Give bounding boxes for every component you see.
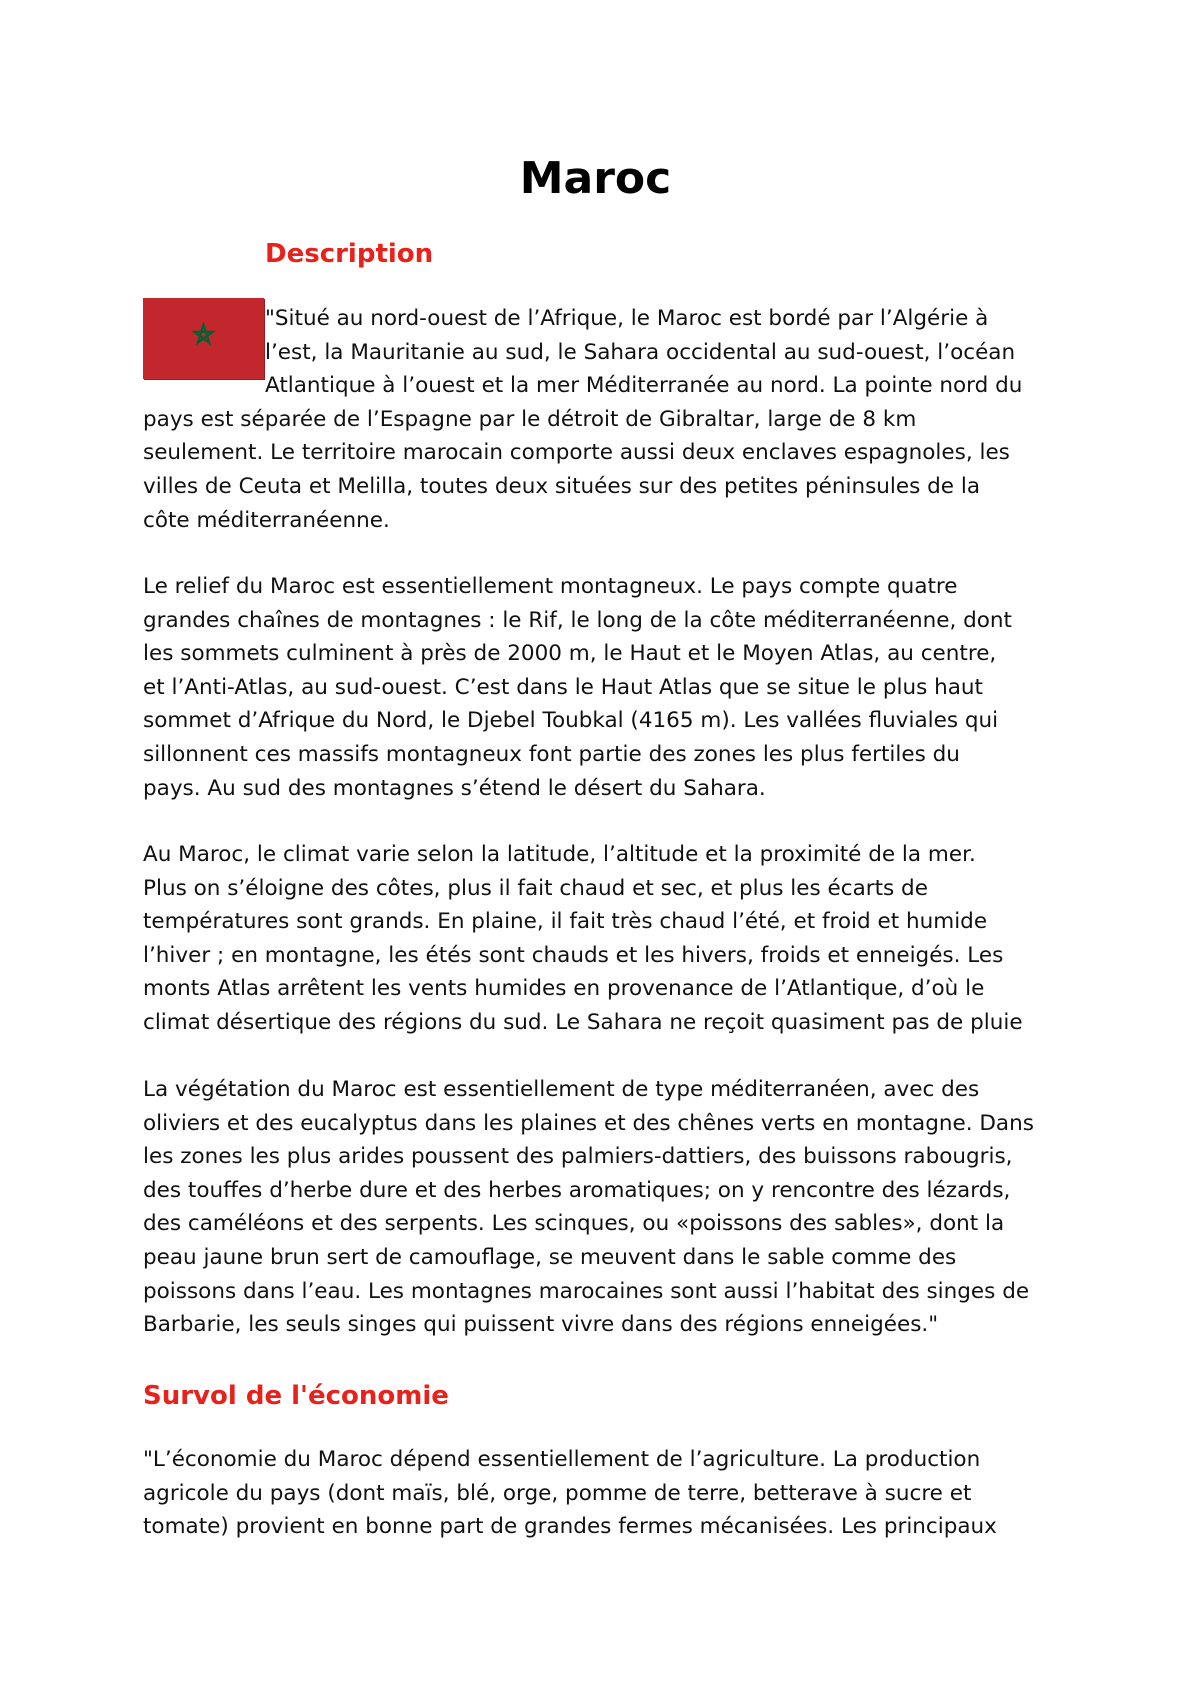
text-line: Barbarie, les seuls singes qui puissent vivre dans des régions enneigées." bbox=[143, 1312, 939, 1338]
paragraph-climat bbox=[143, 838, 1063, 1040]
text-line: et l’Anti-Atlas, au sud-ouest. C’est dans le Haut Atlas que se situe le plus haut bbox=[143, 674, 983, 700]
paragraph-economie bbox=[143, 1443, 1063, 1544]
text-line: des touffes d’herbe dure et des herbes aromatiques; on y rencontre des lézards, bbox=[143, 1177, 1011, 1203]
page-title: Maroc bbox=[519, 153, 672, 204]
text-line: grandes chaînes de montagnes : le Rif, le long de la côte méditerranéenne, dont bbox=[143, 607, 1012, 633]
paragraph-situation bbox=[143, 302, 1063, 537]
text-line: poissons dans l’eau. Les montagnes marocaines sont aussi l’habitat des singes de bbox=[143, 1278, 1030, 1304]
text-line: seulement. Le territoire marocain comporte aussi deux enclaves espagnoles, les bbox=[143, 440, 1010, 466]
text-line: Au Maroc, le climat varie selon la latitude, l’altitude et la proximité de la mer. bbox=[143, 842, 976, 867]
text-line: oliviers et des eucalyptus dans les plaines et des chênes verts en montagne. Dans bbox=[143, 1110, 1034, 1136]
text-line: les sommets culminent à près de 2000 m, le Haut et le Moyen Atlas, au centre, bbox=[143, 641, 997, 667]
section-heading-economy: Survol de l'économie bbox=[143, 1381, 449, 1411]
text-line: "Situé au nord-ouest de l’Afrique, le Maroc est bordé par l’Algérie à bbox=[265, 306, 989, 331]
text-line: l’est, la Mauritanie au sud, le Sahara occidental au sud-ouest, l’océan bbox=[265, 339, 1016, 365]
text-line: Atlantique à l’ouest et la mer Méditerranée au nord. La pointe nord du bbox=[265, 373, 1023, 399]
text-line: côte méditerranéenne. bbox=[143, 507, 390, 533]
text-line: "L’économie du Maroc dépend essentiellement de l’agriculture. La production bbox=[143, 1447, 981, 1472]
text-line: l’hiver ; en montagne, les étés sont chauds et les hivers, froids et enneigés. Les bbox=[143, 942, 1004, 968]
text-line: La végétation du Maroc est essentiellement de type méditerranéen, avec des bbox=[143, 1077, 980, 1102]
text-line: des caméléons et des serpents. Les scinques, ou «poissons des sables», dont la bbox=[143, 1211, 1005, 1237]
text-line: températures sont grands. En plaine, il fait très chaud l’été, et froid et humide bbox=[143, 909, 988, 935]
paragraph-relief bbox=[143, 570, 1063, 805]
text-line: climat désertique des régions du sud. Le Sahara ne reçoit quasiment pas de pluie bbox=[143, 1009, 1023, 1035]
text-line: villes de Ceuta et Melilla, toutes deux situées sur des petites péninsules de la bbox=[143, 473, 981, 499]
text-line: agricole du pays (dont maïs, blé, orge, pomme de terre, betterave à sucre et bbox=[143, 1480, 972, 1506]
text-line: peau jaune brun sert de camouflage, se meuvent dans le sable comme des bbox=[143, 1244, 957, 1270]
section-heading-description: Description bbox=[265, 239, 434, 269]
text-line: pays est séparée de l’Espagne par le détroit de Gibraltar, large de 8 km bbox=[143, 406, 917, 432]
paragraph-vegetation bbox=[143, 1073, 1063, 1342]
text-line: Le relief du Maroc est essentiellement montagneux. Le pays compte quatre bbox=[143, 574, 958, 599]
text-line: monts Atlas arrêtent les vents humides en provenance de l’Atlantique, d’où le bbox=[143, 976, 985, 1002]
text-line: les zones les plus arides poussent des palmiers-dattiers, des buissons rabougris, bbox=[143, 1144, 1013, 1170]
text-line: sillonnent ces massifs montagneux font partie des zones les plus fertiles du bbox=[143, 741, 960, 767]
text-line: sommet d’Afrique du Nord, le Djebel Toubkal (4165 m). Les vallées fluviales qui bbox=[143, 708, 999, 734]
text-line: Plus on s’éloigne des côtes, plus il fait chaud et sec, et plus les écarts de bbox=[143, 875, 928, 901]
text-line: pays. Au sud des montagnes s’étend le désert du Sahara. bbox=[143, 775, 766, 801]
text-line: tomate) provient en bonne part de grandes fermes mécanisées. Les principaux bbox=[143, 1514, 997, 1540]
